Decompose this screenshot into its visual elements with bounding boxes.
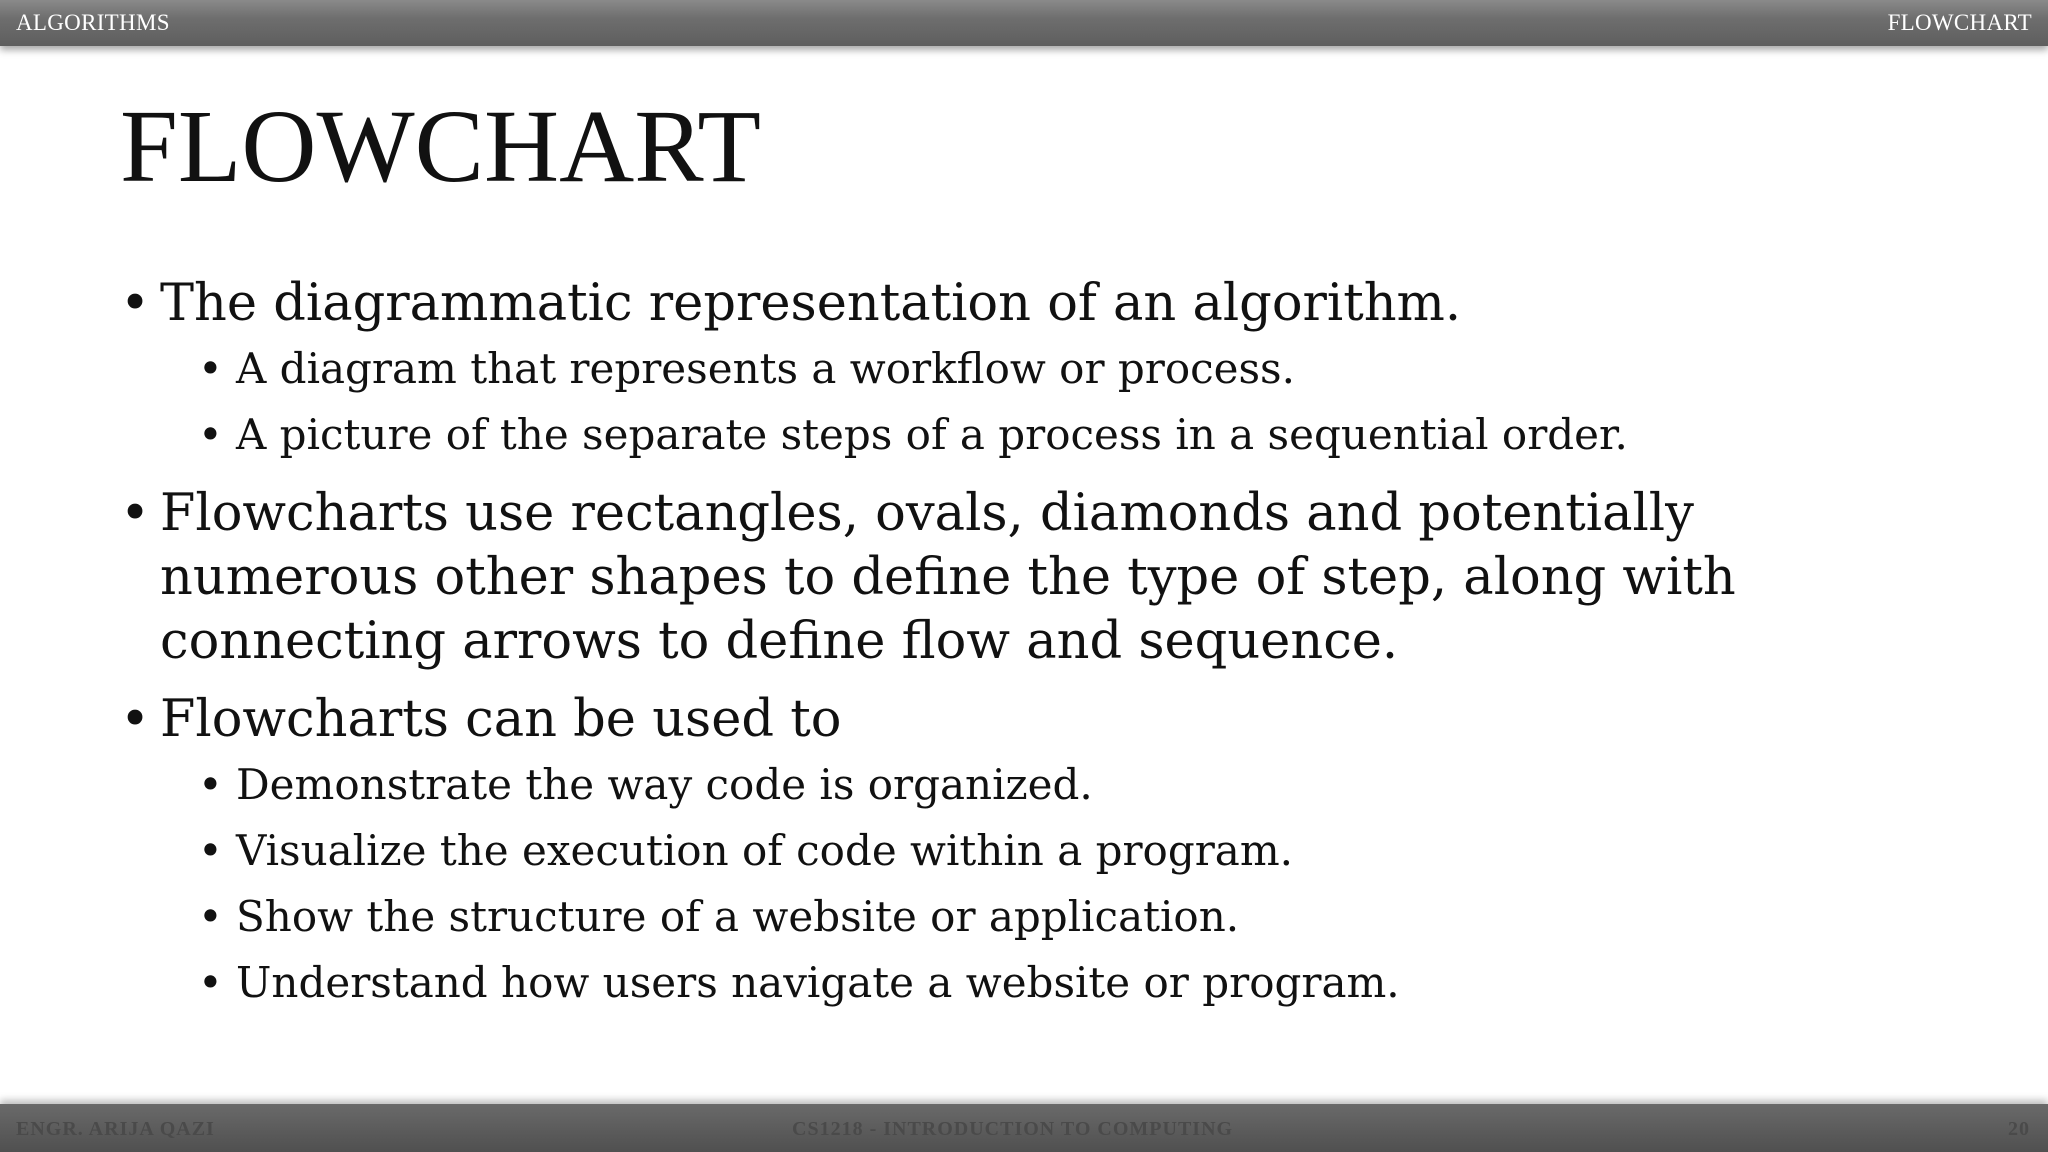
bullet-list xyxy=(120,272,1950,1016)
slide-title: FLOWCHART xyxy=(120,89,761,204)
bullet-item: • Flowcharts can be used to xyxy=(120,688,1940,752)
sub-bullet-item: • Visualize the execution of code within a program. xyxy=(120,818,1950,884)
footer-author: ENGR. ARIJA QAZI xyxy=(16,1118,215,1140)
bullet-item: • The diagrammatic representation of an algorithm. xyxy=(120,272,1940,336)
sub-bullet-item: • Demonstrate the way code is organized. xyxy=(120,752,1950,818)
header-slide-label: FLOWCHART xyxy=(1887,10,2032,35)
sub-bullet-item: • A picture of the separate steps of a process in a sequential order. xyxy=(120,402,1950,468)
sub-bullet-item: • Show the structure of a website or application. xyxy=(120,884,1950,950)
footer-bar xyxy=(0,1104,2048,1152)
sub-bullet-item: • Understand how users navigate a website or program. xyxy=(120,950,1950,1016)
header-section-label: ALGORITHMS xyxy=(16,10,170,35)
header-bar xyxy=(0,0,2048,46)
footer-page-number: 20 xyxy=(2008,1118,2030,1140)
sub-bullet-item: • A diagram that represents a workflow or process. xyxy=(120,336,1950,402)
bullet-item: • Flowcharts use rectangles, ovals, diamonds and potentially numerous other shapes to define the type of step, along with connecting arrows to define flow and sequence. xyxy=(120,482,1940,674)
footer-course: CS1218 - INTRODUCTION TO COMPUTING xyxy=(792,1118,1234,1140)
